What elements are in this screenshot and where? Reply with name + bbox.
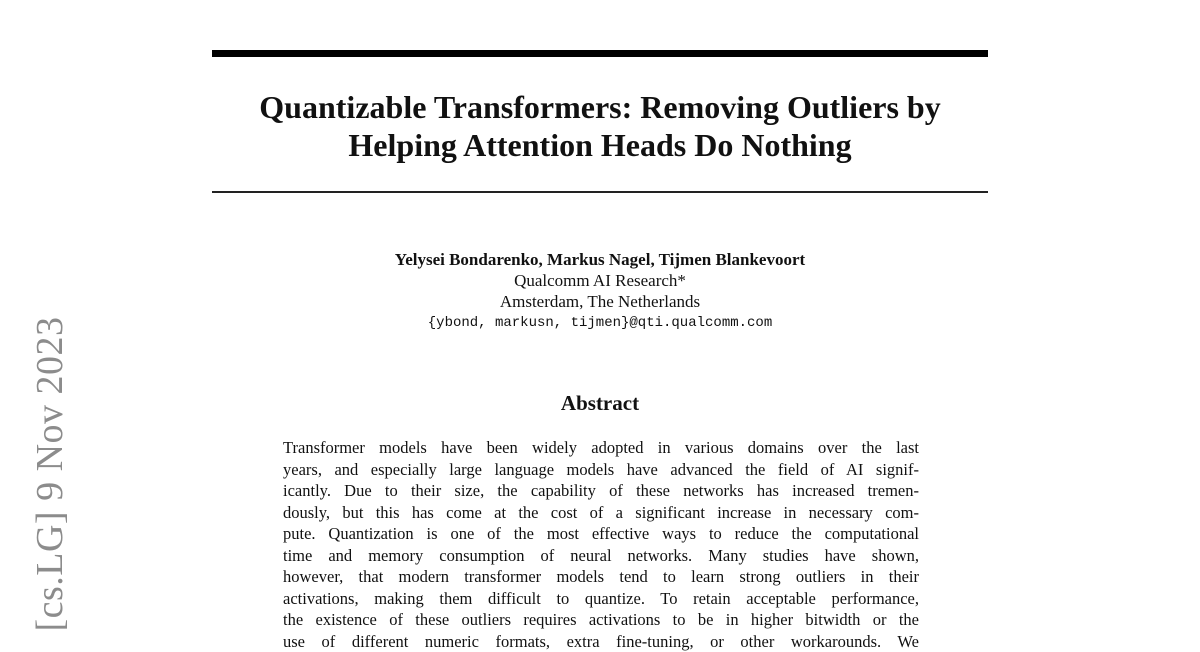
abstract-line: icantly. Due to their size, the capability of these networks has increased tremen- [283,480,919,502]
affiliation: Qualcomm AI Research* [212,270,988,291]
abstract-line: dously, but this has come at the cost of a significant increase in necessary com- [283,502,919,524]
author-emails: {ybond, markusn, tijmen}@qti.qualcomm.com [212,312,988,334]
author-names: Yelysei Bondarenko, Markus Nagel, Tijmen Blankevoort [212,249,988,270]
paper-title [212,88,988,164]
author-block [212,249,988,334]
arxiv-stamp: [cs.LG] 9 Nov 2023 [28,316,72,631]
abstract-heading: Abstract [212,390,988,416]
title-line: Helping Attention Heads Do Nothing [212,126,988,164]
top-rule [212,50,988,57]
abstract-body [283,437,919,652]
title-line: Quantizable Transformers: Removing Outliers by [212,88,988,126]
abstract-line: activations, making them difficult to quantize. To retain acceptable performance, [283,588,919,610]
location: Amsterdam, The Netherlands [212,291,988,312]
abstract-line: time and memory consumption of neural networks. Many studies have shown, [283,545,919,567]
abstract-line: however, that modern transformer models tend to learn strong outliers in their [283,566,919,588]
abstract-line: years, and especially large language models have advanced the field of AI signif- [283,459,919,481]
title-rule [212,191,988,193]
abstract-line: the existence of these outliers requires activations to be in higher bitwidth or the [283,609,919,631]
abstract-line: Transformer models have been widely adopted in various domains over the last [283,437,919,459]
abstract-line: use of different numeric formats, extra fine-tuning, or other workarounds. We [283,631,919,652]
abstract-line: pute. Quantization is one of the most effective ways to reduce the computational [283,523,919,545]
